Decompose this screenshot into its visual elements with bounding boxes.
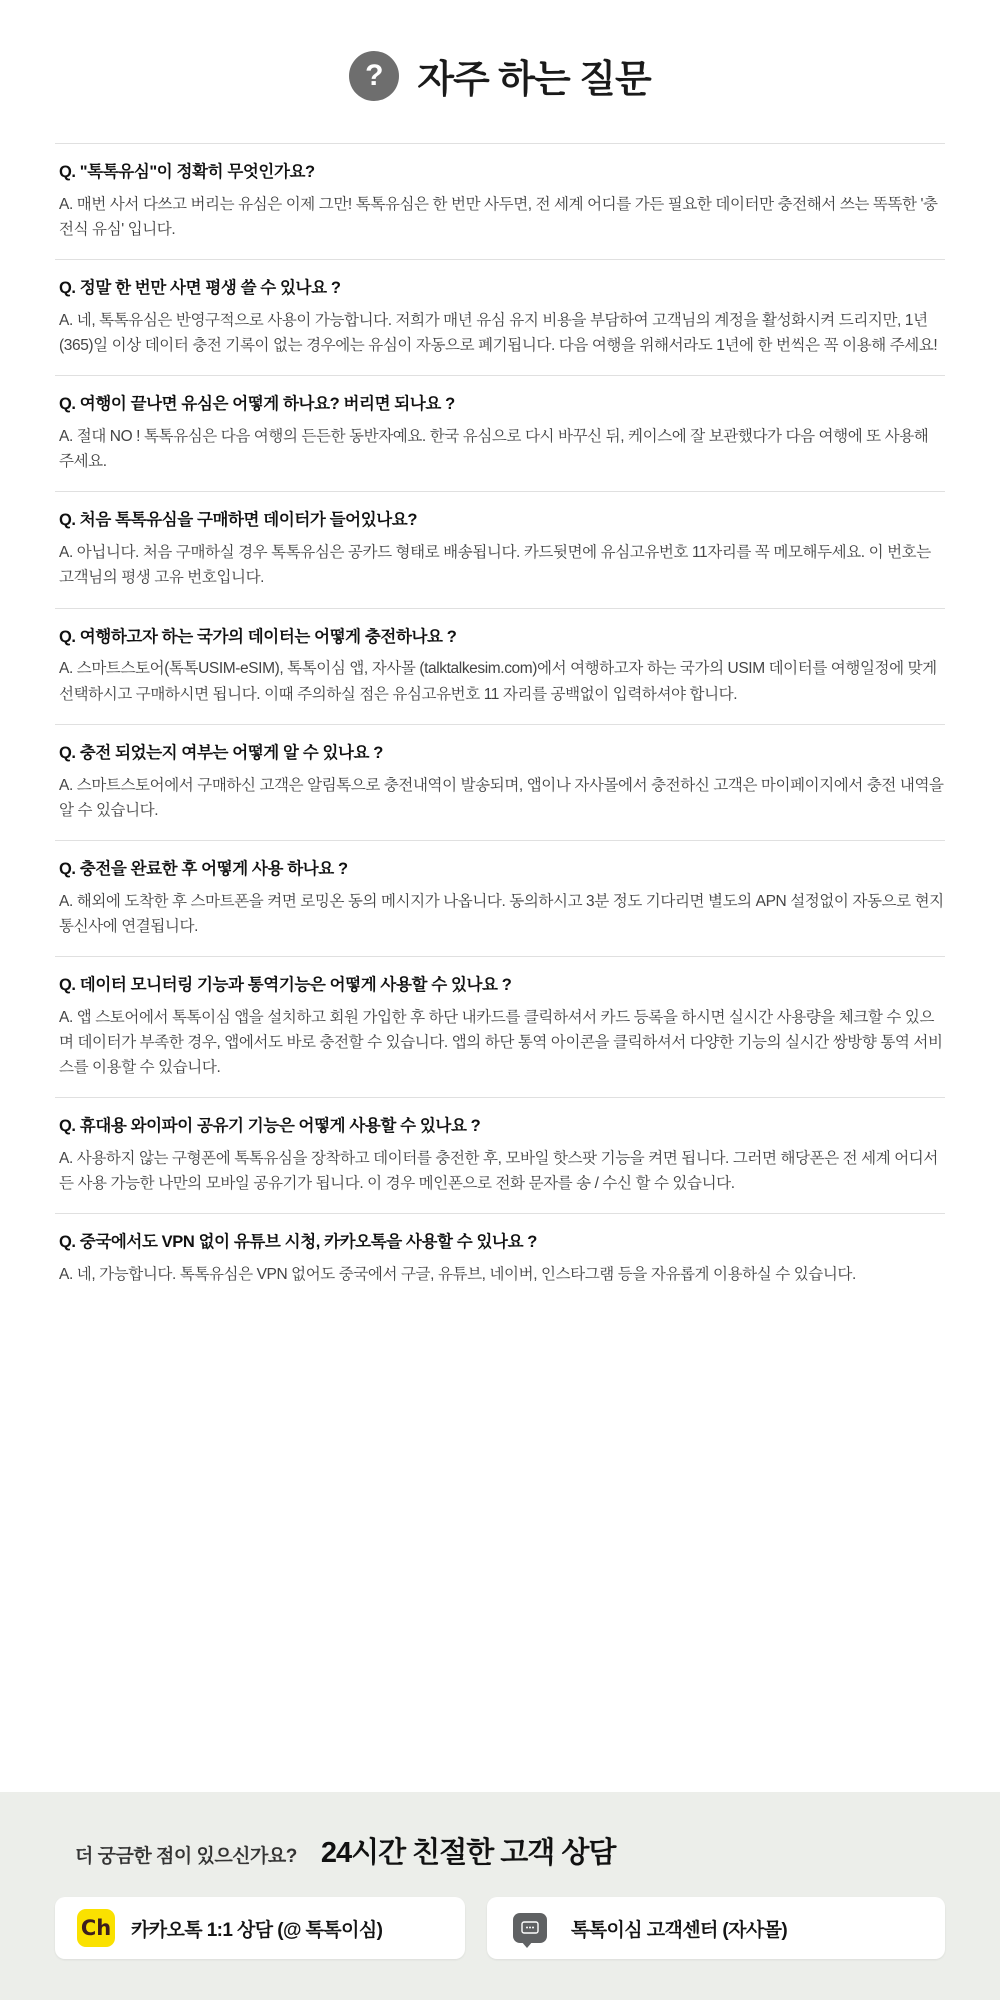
footer-subtitle: 더 궁금한 점이 있으신가요? <box>75 1846 297 1867</box>
faq-answer: A. 해외에 도착한 후 스마트폰을 켜면 로밍온 동의 메시지가 나옵니다. 동의하시고 3분 정도 기다리면 별도의 APN 설정없이 자동으로 현지 통신사에 연결됩니다. <box>59 892 944 935</box>
question-mark-icon: ? <box>349 51 399 101</box>
footer-buttons <box>55 1897 945 1959</box>
faq-question: Q. 중국에서도 VPN 없이 유튜브 시청, 카카오톡을 사용할 수 있나요 ? <box>59 1233 537 1252</box>
faq-question: Q. 여행이 끝나면 유심은 어떻게 하나요? 버리면 되나요 ? <box>59 395 455 414</box>
faq-answer: A. 앱 스토어에서 톡톡이심 앱을 설치하고 회원 가입한 후 하단 내카드를 클릭하셔서 카드 등록을 하시면 실시간 사용량을 체크할 수 있으며 데이터가 부족한 경우, 앱에서도 바로 충전할 수 있습니다. 앱의 하단 통역 아이콘을 클릭하셔서 다양한 기능의 실시간 쌍방향 통역 서비스를 이용할 수 있습니다. <box>59 1008 943 1077</box>
faq-question: Q. 여행하고자 하는 국가의 데이터는 어떻게 충전하나요 ? <box>59 627 457 646</box>
faq-answer: A. 사용하지 않는 구형폰에 톡톡유심을 장착하고 데이터를 충전한 후, 모바일 핫스팟 기능을 켜면 됩니다. 그러면 해당폰은 전 세계 어디서든 사용 가능한 나만의 모바일 공유기가 됩니다. 이 경우 메인폰으로 전화 문자를 송 / 수신 할 수 있습니다. <box>59 1150 938 1193</box>
faq-list <box>55 143 945 1304</box>
faq-item <box>55 724 945 840</box>
faq-item <box>55 1097 945 1213</box>
customer-center-button-label: 톡톡이심 고객센터 (자사몰) <box>571 1919 788 1941</box>
kakao-chat-button[interactable] <box>55 1897 465 1959</box>
faq-answer: A. 절대 NO ! 톡톡유심은 다음 여행의 든든한 동반자예요. 한국 유심으로 다시 바꾸신 뒤, 케이스에 잘 보관했다가 다음 여행에 또 사용해 주세요. <box>59 428 929 471</box>
faq-question: Q. 충전을 완료한 후 어떻게 사용 하나요 ? <box>59 859 348 878</box>
faq-answer: A. 스마트스토어에서 구매하신 고객은 알림톡으로 충전내역이 발송되며, 앱이나 자사몰에서 충전하신 고객은 마이페이지에서 충전 내역을 알 수 있습니다. <box>59 776 944 819</box>
page-title: 자주 하는 질문 <box>417 59 651 101</box>
page-header <box>0 0 1000 143</box>
kakao-chat-button-label: 카카오톡 1:1 상담 (@ 톡톡이심) <box>131 1919 383 1941</box>
faq-answer: A. 네, 톡톡유심은 반영구적으로 사용이 가능합니다. 저희가 매년 유심 유지 비용을 부담하여 고객님의 계정을 활성화시켜 드리지만, 1년(365)일 이상 데이터 충전 기록이 없는 경우에는 유심이 자동으로 폐기됩니다. 다음 여행을 위해서라도 1년에 한 번씩은 꼭 이용해 주세요! <box>59 312 938 355</box>
faq-question: Q. 정말 한 번만 사면 평생 쓸 수 있나요 ? <box>59 279 341 298</box>
faq-item <box>55 491 945 607</box>
faq-answer: A. 매번 사서 다쓰고 버리는 유심은 이제 그만! 톡톡유심은 한 번만 사두면, 전 세계 어디를 가든 필요한 데이터만 충전해서 쓰는 똑똑한 '충전식 유심' 입니다. <box>59 195 938 239</box>
footer-heading <box>55 1792 945 1871</box>
faq-item <box>55 608 945 724</box>
faq-question: Q. 처음 톡톡유심을 구매하면 데이터가 들어있나요? <box>59 511 417 530</box>
faq-answer: A. 네, 가능합니다. 톡톡유심은 VPN 없어도 중국에서 구글, 유튜브, 네이버, 인스타그램 등을 자유롭게 이용하실 수 있습니다. <box>59 1266 856 1284</box>
chat-bubble-icon <box>513 1913 547 1943</box>
faq-question: Q. 충전 되었는지 여부는 어떻게 알 수 있나요 ? <box>59 743 383 762</box>
faq-item <box>55 956 945 1097</box>
footer <box>0 1792 1000 2000</box>
faq-question: Q. 데이터 모니터링 기능과 통역기능은 어떻게 사용할 수 있나요 ? <box>59 975 512 994</box>
faq-answer: A. 아닙니다. 처음 구매하실 경우 톡톡유심은 공카드 형태로 배송됩니다. 카드뒷면에 유심고유번호 11자리를 꼭 메모해두세요. 이 번호는 고객님의 평생 고유 번호입니다. <box>59 544 931 587</box>
faq-answer: A. 스마트스토어(톡톡USIM-eSIM), 톡톡이심 앱, 자사몰 (talktalkesim.com)에서 여행하고자 하는 국가의 USIM 데이터를 여행일정에 맞게 선택하시고 구매하시면 됩니다. 이때 주의하실 점은 유심고유번호 11 자리를 공백없이 입력하셔야 합니다. <box>59 660 937 703</box>
faq-item <box>55 840 945 956</box>
kakaotalk-icon: Ch <box>77 1909 115 1947</box>
faq-item <box>55 1213 945 1304</box>
footer-title: 24시간 친절한 고객 상담 <box>320 1837 616 1869</box>
faq-question: Q. 휴대용 와이파이 공유기 기능은 어떻게 사용할 수 있나요 ? <box>59 1117 481 1136</box>
faq-item <box>55 375 945 491</box>
faq-item <box>55 143 945 259</box>
faq-item <box>55 259 945 375</box>
customer-center-button[interactable] <box>487 1897 945 1959</box>
faq-question: Q. "톡톡유심"이 정확히 무엇인가요? <box>59 163 315 181</box>
